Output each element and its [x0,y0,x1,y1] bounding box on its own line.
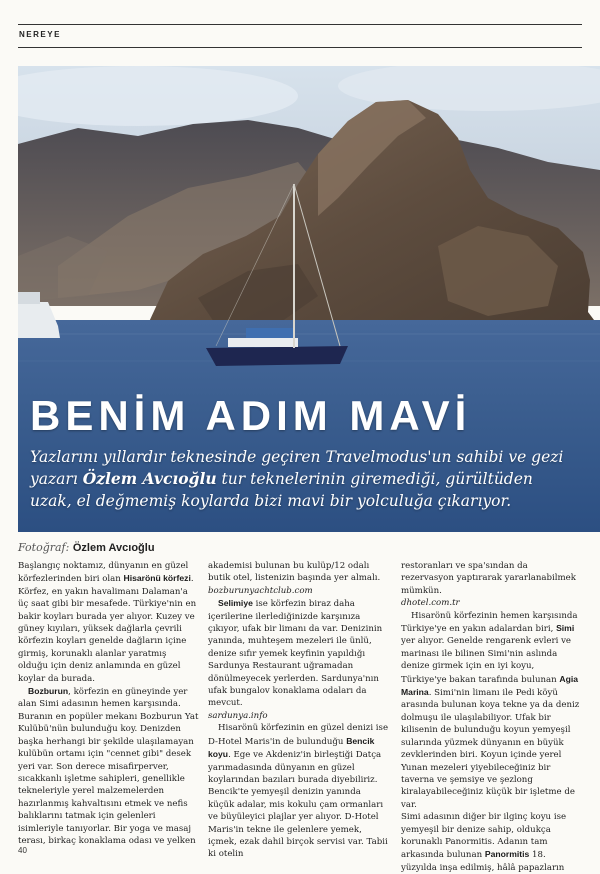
text: ise körfezin biraz daha içerilerine ilerlediğinizde karşınıza çıkıyor, ufak bir limanı da var. Denizinin yanında, muhteşem mezeleri ile ünlü, denize sıfır yemek keyfinin yapıldığı Sardunya Restaurant uğramadan dönülmeyecek yerlerden. Sardunya'nın ufak bungalov konaklama odaları da mevcut. [208,599,383,709]
paragraph [18,560,199,685]
highlight-place: Bencik koyu [208,735,375,760]
text: . Ege ve Akdeniz'in birleştiği Datça yarımadasında dünyanın en güzel koylarından bazıları burada diyebiliriz. Bencik'te yemyeşil denizin yanında küçük adalar, mis kokulu çam ormanları ve büyüleyici plajlar yer alıyor. D-Hotel Maris'in tekne ile gelenlere yemek, içmek, ezak dahil birçok servisi var. Tabii ki otelin [208,750,388,860]
highlight-place: Panormitis [484,849,530,860]
deck-author: Özlem Avcıoğlu [82,469,217,488]
text: 18. yüzyılda inşa edilmiş, hâlâ papazların [401,850,565,873]
highlight-place: Simi [556,623,575,634]
sailboat-hull [206,346,348,366]
photo-credit [18,541,155,554]
paragraph [18,685,199,847]
paragraph [208,722,389,860]
header-rule-bottom [18,47,582,48]
website-link: sardunya.info [208,710,268,721]
paragraph: restoranları ve spa'sından da rezervasyon yaptırarak yararlanabilmek mümkün. [401,561,576,596]
article-deck [30,446,575,512]
page-number: 40 [18,846,27,855]
article-headline: BENİM ADIM MAVİ [30,392,472,439]
website-link: bozburunyachtclub.com [208,585,313,596]
text: Başlangıç noktamız, dünyanın en güzel körfezlerinden biri olan [18,561,189,585]
deck-text-1: Yazlarını yıllardır teknesinde geçiren Travelmodus'un sahibi ve gezi yazarı [30,448,564,488]
website-link: dhotel.com.tr [401,598,460,609]
photo-credit-label: Fotoğraf: [18,541,70,554]
text: Hisarönü körfezinin en güzel denizi ise D-Hotel Maris'in de bulunduğu [208,723,389,747]
deck-text-2: tur teknelerinin giremediği, gürültüden uzak, el değmemiş koylarda bizi mavi bir yolculuğa çıkarıyor. [30,470,533,510]
highlight-place: Hisarönü körfezi [123,573,191,584]
yacht-left [18,302,60,338]
highlight-place: Bozburun [28,686,69,697]
text-column-1 [18,560,199,847]
text: Simi adasının diğer bir ilginç koyu ise yemyeşil bir denize sahip, oldukça korunaklı Panormitis. Adanın tam arkasında bulunan [401,812,567,861]
paragraph [208,597,389,710]
header-rule-top [18,24,582,25]
paragraph: akademisi bulunan bu kulüp/12 odalı butik otel, listenizin başında yer almalı. [208,561,381,584]
paragraph [401,811,582,874]
text: yer alıyor. Genelde rengarenk evleri ve marinası ile bilinen Simi'nin aslında denize girmek için en iyi koyu, Türkiye'ye bakan tarafında bulunan [401,636,572,685]
text: . Körfez, en yakın havalimanı Dalaman'a üç saat gibi bir mesafede. Türkiye'nin en bakir koyları burada yer alıyor. Kuzey ve güney kıyıları, yüksek dağlarla çevrili körfezin koyları genelde dağların içine girmiş, korunaklı alanlar yaratmış olduğu için deniz anlamında en güzel koylar da burada. [18,574,197,684]
text-column-3 [401,560,582,874]
text: , körfezin en güneyinde yer alan Simi adasının hemen karşısında. Buranın en popüler mekanı Bozburun Yat Kulübü'nün bulunduğu koy. Denizden başka herhangi bir şekilde ulaşılamayan kulübün ortamı için "cennet gibi" desek yeri var. Son derece misafirperver, sıcakkanlı işletme sahipleri, genellikle tekneleriyle yerel malzemelerden hazırlanmış kahvaltısını etmek ve nefis balıklarını tatmak için gelenleri isimleriyle tanıyorlar. Bir yoga ve masaj terası, birkaç konaklama odası ve yelken [18,687,199,846]
paragraph [401,610,582,812]
text-column-2 [208,560,389,861]
text: . Simi'nin limanı ile Pedi köyü arasında bulunan koya tekne ya da deniz dolmuşu ile ulaşılabiliyor. Ufak bir kilisenin de bulunduğu koyun yemyeşil sularında yüzmek dünyanın en büyük zevklerinden biri. Koyun içinde yerel Yunan mezeleri yiyebileceğiniz bir taverna ve şemsiye ve şezlong kiralayabileceğiniz küçük bir işletme de var. [401,688,580,810]
highlight-place: Agia Marina [401,673,579,698]
text: Hisarönü körfezinin hemen karşısında Türkiye'ye en yakın adalardan biri, [401,610,578,635]
photo-credit-name: Özlem Avcıoğlu [72,542,155,554]
section-label: NEREYE [19,30,61,39]
highlight-place: Selimiye [218,598,253,609]
